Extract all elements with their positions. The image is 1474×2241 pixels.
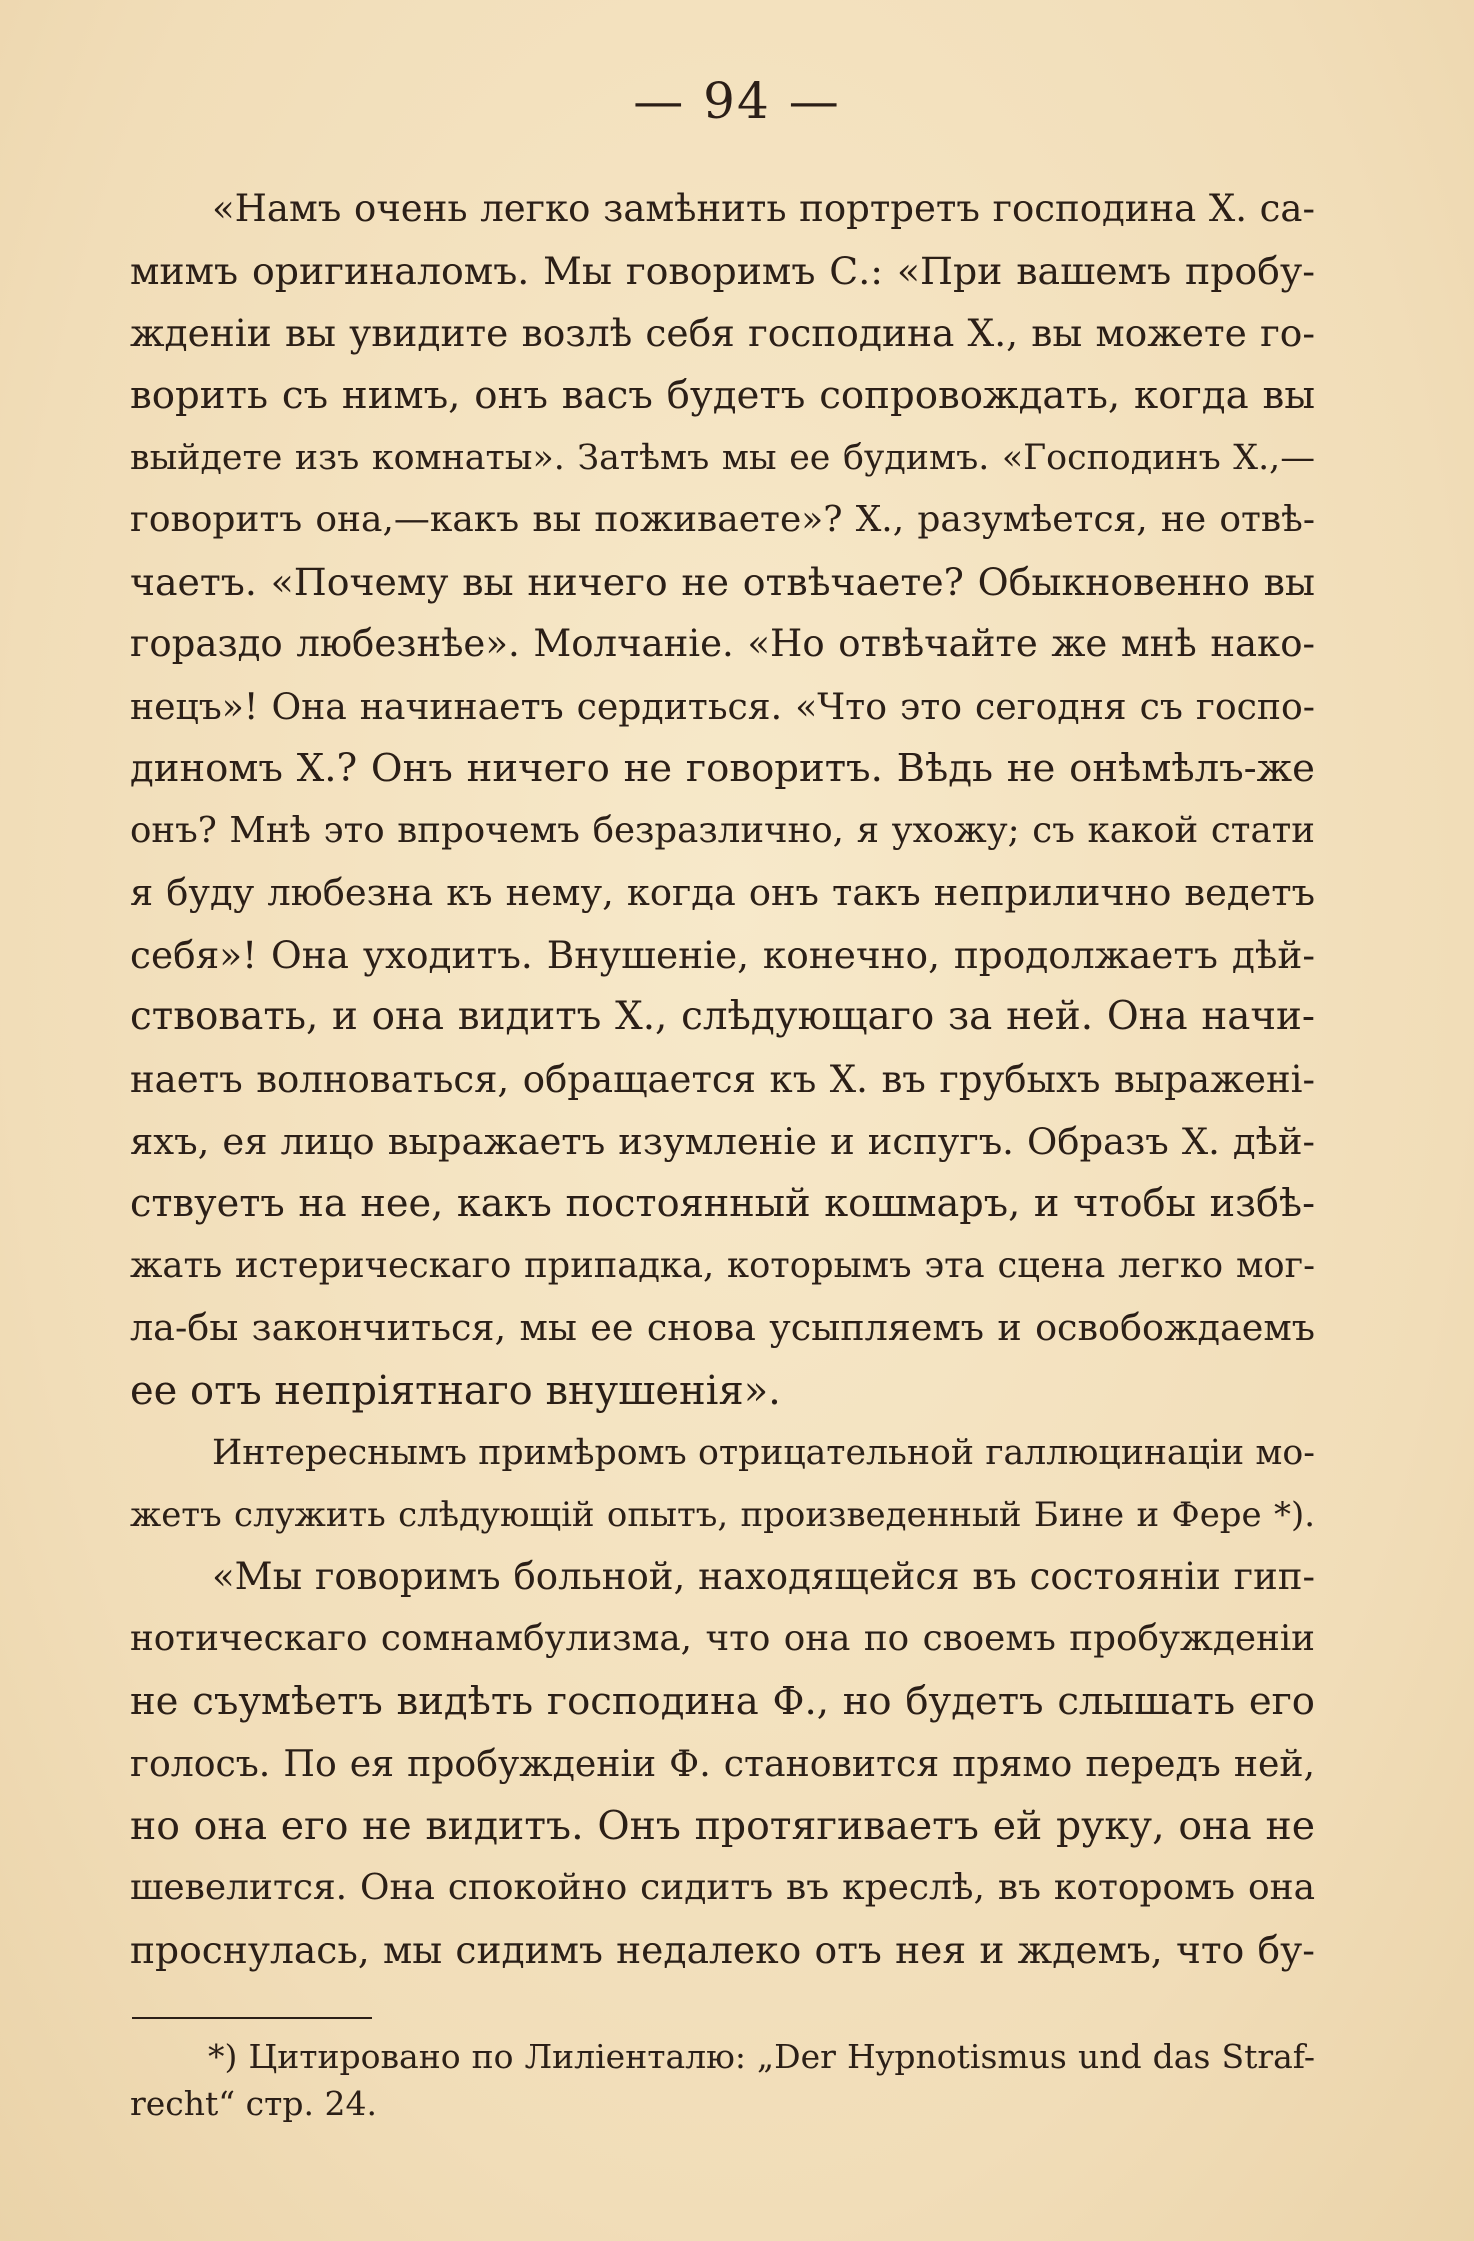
text-line: диномъ X.? Онъ ничего не говоритъ. Вѣдь не онѣмѣлъ-же bbox=[130, 745, 1315, 791]
text-line: ее отъ непріятнаго внушенія». bbox=[130, 1367, 781, 1414]
text-line: жать истерическаго припадка, которымъ эта сцена легко мог- bbox=[130, 1245, 1315, 1287]
text-line: ствуетъ на нее, какъ постоянный кошмаръ, и чтобы избѣ- bbox=[130, 1182, 1315, 1226]
page-number: — 94 — bbox=[633, 72, 841, 130]
footnote-rule bbox=[132, 2017, 372, 2019]
text-line: выйдете изъ комнаты». Затѣмъ мы ее будимъ. «Господинъ X.,— bbox=[130, 437, 1315, 478]
text-line: чаетъ. «Почему вы ничего не отвѣчаете? Обыкновенно вы bbox=[130, 560, 1315, 605]
text-line: себя»! Она уходитъ. Внушеніе, конечно, продолжаетъ дѣй- bbox=[130, 933, 1315, 978]
text-line: наетъ волноваться, обращается къ X. въ грубыхъ выражені- bbox=[130, 1057, 1315, 1101]
text-line: но она его не видитъ. Онъ протягиваетъ ей руку, она не bbox=[130, 1802, 1315, 1849]
text-line: не съумѣетъ видѣть господина Ф., но будетъ слышать его bbox=[130, 1678, 1315, 1724]
footnote bbox=[130, 2033, 1315, 2127]
text-line: ствовать, и она видитъ X., слѣдующаго за ней. Она начи- bbox=[130, 994, 1315, 1040]
text-line: я буду любезна къ нему, когда онъ такъ неприлично ведетъ bbox=[130, 871, 1315, 915]
text-line: Интереснымъ примѣромъ отрицательной галлюцинаціи мо- bbox=[212, 1432, 1315, 1473]
text-line: яхъ, ея лицо выражаетъ изумленіе и испугъ. Образъ X. дѣй- bbox=[130, 1119, 1315, 1163]
text-line: онъ? Мнѣ это впрочемъ безразлично, я ухожу; съ какой стати bbox=[130, 809, 1315, 851]
body-text bbox=[130, 178, 1315, 1981]
text-line: жденіи вы увидите возлѣ себя господина X., вы можете го- bbox=[130, 311, 1315, 356]
text-line: гораздо любезнѣе». Молчаніе. «Но отвѣчайте же мнѣ нако- bbox=[130, 622, 1315, 666]
text-line: мимъ оригиналомъ. Мы говоримъ С.: «При вашемъ пробу- bbox=[130, 249, 1315, 294]
text-line: ворить съ нимъ, онъ васъ будетъ сопровождать, когда вы bbox=[130, 372, 1315, 418]
text-line: «Мы говоримъ больной, находящейся въ состояніи гип- bbox=[212, 1555, 1315, 1599]
text-line: нотическаго сомнамбулизма, что она по своемъ пробужденіи bbox=[130, 1618, 1315, 1660]
text-line: проснулась, мы сидимъ недалеко отъ нея и ждемъ, что бу- bbox=[130, 1928, 1315, 1973]
text-line: говоритъ она,—какъ вы поживаете»? X., разумѣется, не отвѣ- bbox=[130, 498, 1315, 540]
text-line: шевелится. Она спокойно сидитъ въ креслѣ, въ которомъ она bbox=[130, 1867, 1315, 1909]
text-line: ла-бы закончиться, мы ее снова усыпляемъ и освобождаемъ bbox=[130, 1306, 1315, 1350]
footnote-line: recht“ стр. 24. bbox=[130, 2084, 377, 2123]
text-line: жетъ служить слѣдующій опытъ, произведенный Бине и Фере *). bbox=[130, 1494, 1315, 1535]
text-line: нецъ»! Она начинаетъ сердиться. «Что это сегодня съ госпо- bbox=[130, 684, 1315, 728]
text-line: голосъ. По ея пробужденіи Ф. становится прямо передъ ней, bbox=[130, 1741, 1315, 1785]
footnote-line: *) Цитировано по Лиліенталю: „Der Hypnotismus und das Straf- bbox=[208, 2037, 1315, 2076]
text-line: «Намъ очень легко замѣнить портретъ господина X. са- bbox=[212, 187, 1315, 230]
